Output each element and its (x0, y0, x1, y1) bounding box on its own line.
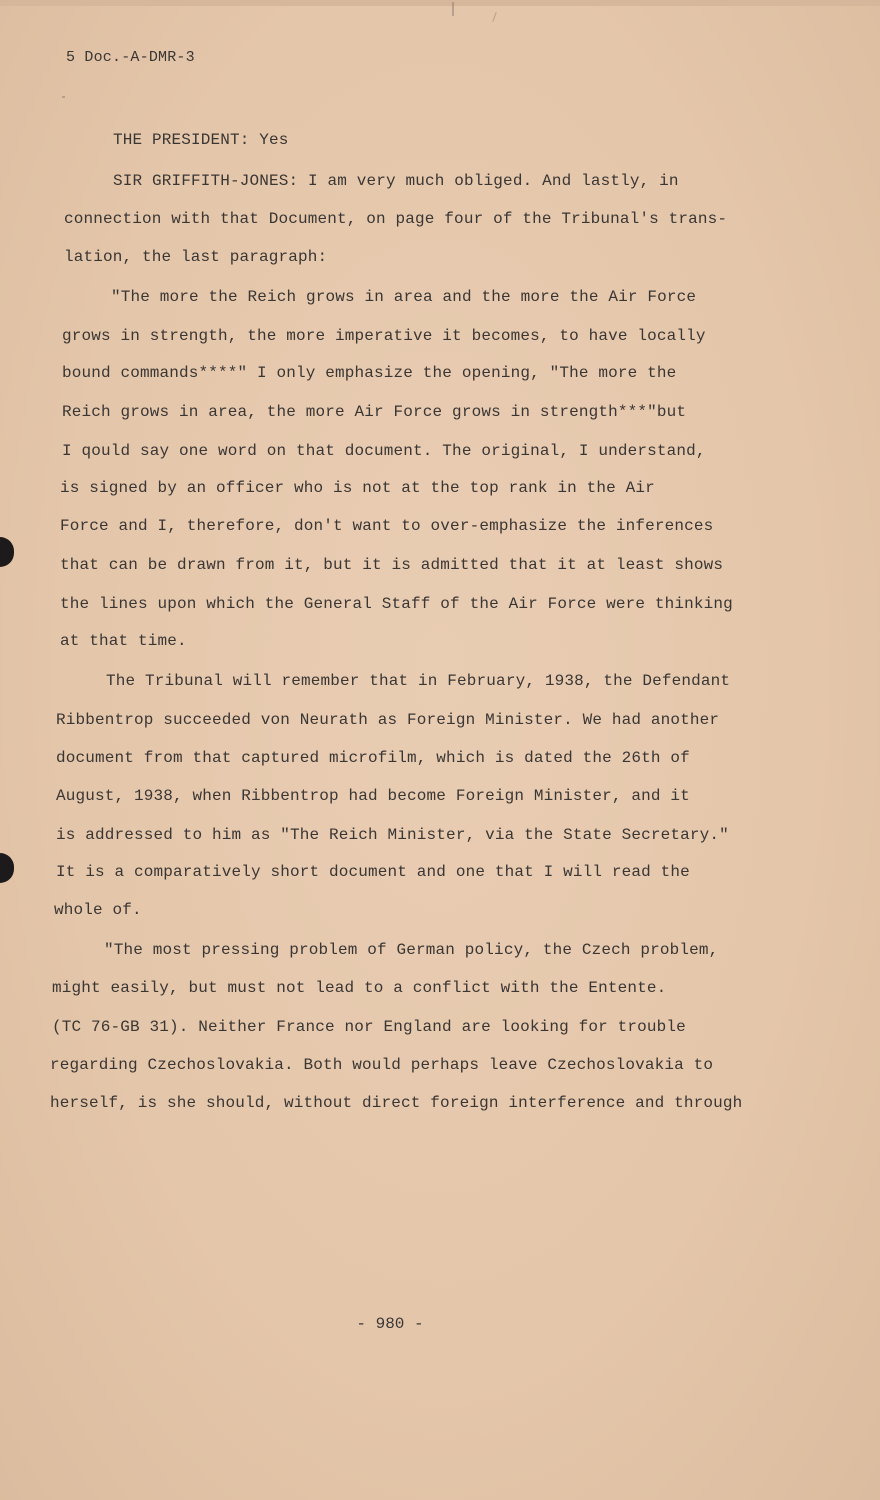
quoted-text-line: "The most pressing problem of German policy, the Czech problem, (104, 941, 719, 959)
text-line: connection with that Document, on page four of the Tribunal's trans- (64, 210, 728, 228)
text-line: I qould say one word on that document. The original, I understand, (62, 442, 706, 460)
text-line: that can be drawn from it, but it is admitted that it at least shows (60, 556, 724, 574)
text-line: Reich grows in area, the more Air Force grows in strength***"but (62, 403, 687, 421)
text-line: It is a comparatively short document and one that I will read the (56, 863, 690, 881)
text-line: Force and I, therefore, don't want to over-emphasize the inferences (60, 517, 714, 535)
paper-mark (452, 2, 454, 16)
text-line: grows in strength, the more imperative it becomes, to have locally (62, 327, 706, 345)
document-reference: 5 Doc.-A-DMR-3 (66, 49, 195, 66)
text-line: herself, is she should, without direct foreign interference and through (50, 1094, 743, 1112)
text-line: August, 1938, when Ribbentrop had become Foreign Minister, and it (56, 787, 690, 805)
text-line: whole of. (54, 901, 142, 919)
text-line: the lines upon which the General Staff of the Air Force were thinking (60, 595, 733, 613)
paper-mark (492, 12, 496, 22)
text-line: regarding Czechoslovakia. Both would perhaps leave Czechoslovakia to (50, 1056, 714, 1074)
text-line: bound commands****" I only emphasize the opening, "The more the (62, 364, 677, 382)
page-number: - 980 - (356, 1315, 424, 1333)
punch-hole (0, 537, 14, 567)
text-line: might easily, but must not lead to a conflict with the Entente. (52, 979, 667, 997)
text-line: The Tribunal will remember that in February, 1938, the Defendant (106, 672, 731, 690)
text-line: is addressed to him as "The Reich Minister, via the State Secretary." (56, 826, 729, 844)
text-line: lation, the last paragraph: (64, 248, 328, 266)
text-line: (TC 76-GB 31). Neither France nor England are looking for trouble (52, 1018, 686, 1036)
paper-mark (62, 96, 65, 98)
text-line: at that time. (60, 632, 187, 650)
text-line: document from that captured microfilm, which is dated the 26th of (56, 749, 690, 767)
page-top-edge (0, 0, 880, 6)
punch-hole (0, 853, 14, 883)
quoted-text-line: "The more the Reich grows in area and the more the Air Force (111, 288, 697, 306)
text-line: Ribbentrop succeeded von Neurath as Foreign Minister. We had another (56, 711, 720, 729)
text-line: is signed by an officer who is not at the top rank in the Air (60, 479, 655, 497)
text-line: THE PRESIDENT: Yes (113, 131, 289, 149)
text-line: SIR GRIFFITH-JONES: I am very much obliged. And lastly, in (113, 172, 679, 190)
